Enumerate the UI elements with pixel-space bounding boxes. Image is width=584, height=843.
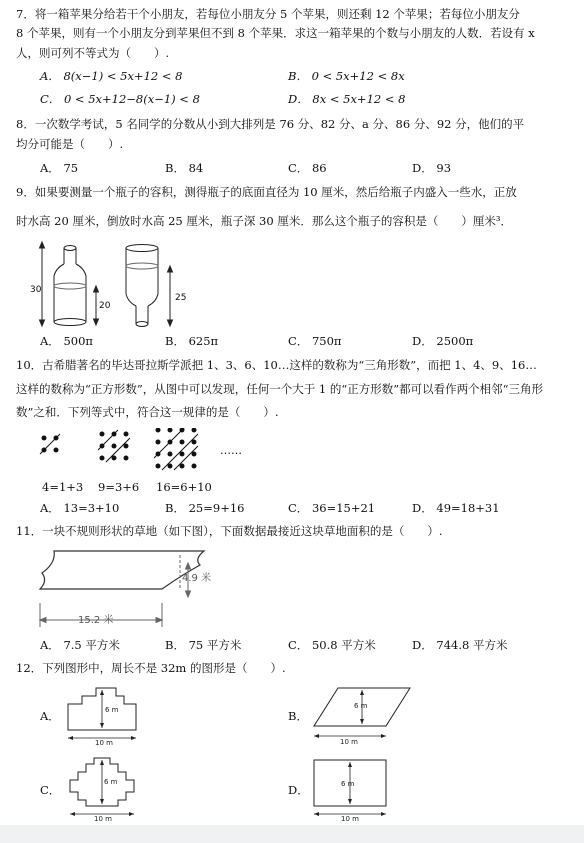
q7-option-b: B． 0 < 5x+12 < 8x [288, 69, 405, 83]
q8-stem-line2: 均分可能是（ ）. [16, 137, 124, 151]
q12-figure-a [64, 682, 148, 746]
q9-option-c: C． 750π [288, 334, 342, 348]
lawn-height-label: 4.9 米 [182, 573, 212, 584]
q10-stem-line3: 数”之和．下列等式中，符合这一规律的是（ ）. [16, 405, 279, 419]
q7-stem-line1: 7．将一箱苹果分给若干个小朋友，若每位小朋友分 5 个苹果，则还剩 12 个苹果；若每位小朋友分 [16, 7, 520, 21]
q12-b-width-label: 10 m [340, 738, 358, 746]
q11-option-c: C． 50.8 平方米 [288, 638, 376, 652]
lawn-figure [32, 545, 232, 635]
q9-stem-line1: 9．如果要测量一个瓶子的容积，测得瓶子的底面直径为 10 厘米，然后给瓶子内盛入一些水，正放 [16, 185, 517, 199]
q12-c-height-label: 6 m [104, 778, 118, 786]
q9-option-b: B． 625π [165, 334, 219, 348]
q8-option-b: B． 84 [165, 161, 204, 175]
q11-option-a: A． 7.5 平方米 [40, 638, 120, 652]
page-bottom-band [0, 825, 584, 843]
q12-option-c-label: C． [40, 783, 61, 797]
q12-option-d-label: D． [288, 783, 309, 797]
q8-option-c: C． 86 [288, 161, 327, 175]
q12-figure-c [64, 754, 148, 822]
q7-option-d: D． 8x < 5x+12 < 8 [288, 92, 406, 106]
q7-option-a: A． 8(x−1) < 5x+12 < 8 [40, 69, 183, 83]
q7-stem-line2: 8 个苹果，则有一个小朋友分到苹果但不到 8 个苹果．求这一箱苹果的个数与小朋友的人数．若设有 x [16, 26, 535, 40]
q7-stem-line3: 人，则可列不等式为（ ）. [16, 46, 170, 60]
q12-figure-b [310, 682, 420, 746]
q8-option-a: A． 75 [40, 161, 79, 175]
q10-option-d: D． 49=18+31 [412, 501, 500, 515]
q9-option-d: D． 2500π [412, 334, 474, 348]
upright-bottle [54, 246, 86, 326]
irregular-lawn-shape [40, 551, 204, 589]
q10-option-a: A． 13=3+10 [40, 501, 120, 515]
bottle-height-label: 30 [30, 285, 42, 295]
q11-option-b: B． 75 平方米 [165, 638, 242, 652]
q7-option-c: C． 0 < 5x+12−8(x−1) < 8 [40, 92, 200, 106]
q12-figure-d [310, 756, 394, 822]
q12-option-b-label: B． [288, 709, 308, 723]
dots-ellipsis: …… [220, 444, 242, 457]
lawn-width-label: 15.2 米 [78, 615, 114, 626]
square-numbers-figure [34, 428, 274, 472]
q12-stem-line1: 12．下列图形中，周长不是 32m 的图形是（ ）. [16, 661, 286, 675]
q9-stem-line2: 时水高 20 厘米，倒放时水高 25 厘米，瓶子深 30 厘米．那么这个瓶子的容积是（ ）厘米³． [16, 214, 512, 228]
q12-a-width-label: 10 m [95, 739, 113, 746]
q12-option-a-label: A． [40, 709, 60, 723]
q10-stem-line1: 10．古希腊著名的毕达哥拉斯学派把 1、3、6、10…这样的数称为“三角形数”，而把 1、4、9、16… [16, 358, 537, 372]
q10-stem-line2: 这样的数称为“正方形数”，从图中可以发现，任何一个大于 1 的“正方形数”都可以看作两个相邻“三角形 [16, 382, 544, 396]
q10-option-b: B． 25=9+16 [165, 501, 245, 515]
q12-c-width-label: 10 m [94, 815, 112, 822]
q10-equation-1: 4=1+3 [42, 480, 84, 494]
q10-equation-3: 16=6+10 [156, 480, 212, 494]
q11-option-d: D． 744.8 平方米 [412, 638, 508, 652]
q12-d-height-label: 6 m [341, 780, 355, 788]
inverted-bottle [126, 245, 158, 327]
q8-stem-line1: 8．一次数学考试，5 名同学的分数从小到大排列是 76 分、82 分、a 分、86 分、92 分，他们的平 [16, 117, 525, 131]
q8-option-d: D． 93 [412, 161, 452, 175]
water-height-upright-label: 20 [99, 301, 111, 311]
water-height-inverted-label: 25 [175, 293, 187, 303]
q9-option-a: A． 500π [40, 334, 93, 348]
q10-equation-2: 9=3+6 [98, 480, 140, 494]
q11-stem-line1: 11．一块不规则形状的草地（如下图），下面数据最接近这块草地面积的是（ ）. [16, 524, 443, 538]
q12-b-height-label: 6 m [354, 702, 368, 710]
q12-d-width-label: 10 m [341, 815, 359, 822]
q10-option-c: C． 36=15+21 [288, 501, 376, 515]
q12-a-height-label: 6 m [105, 706, 119, 714]
bottle-figure [30, 238, 190, 330]
